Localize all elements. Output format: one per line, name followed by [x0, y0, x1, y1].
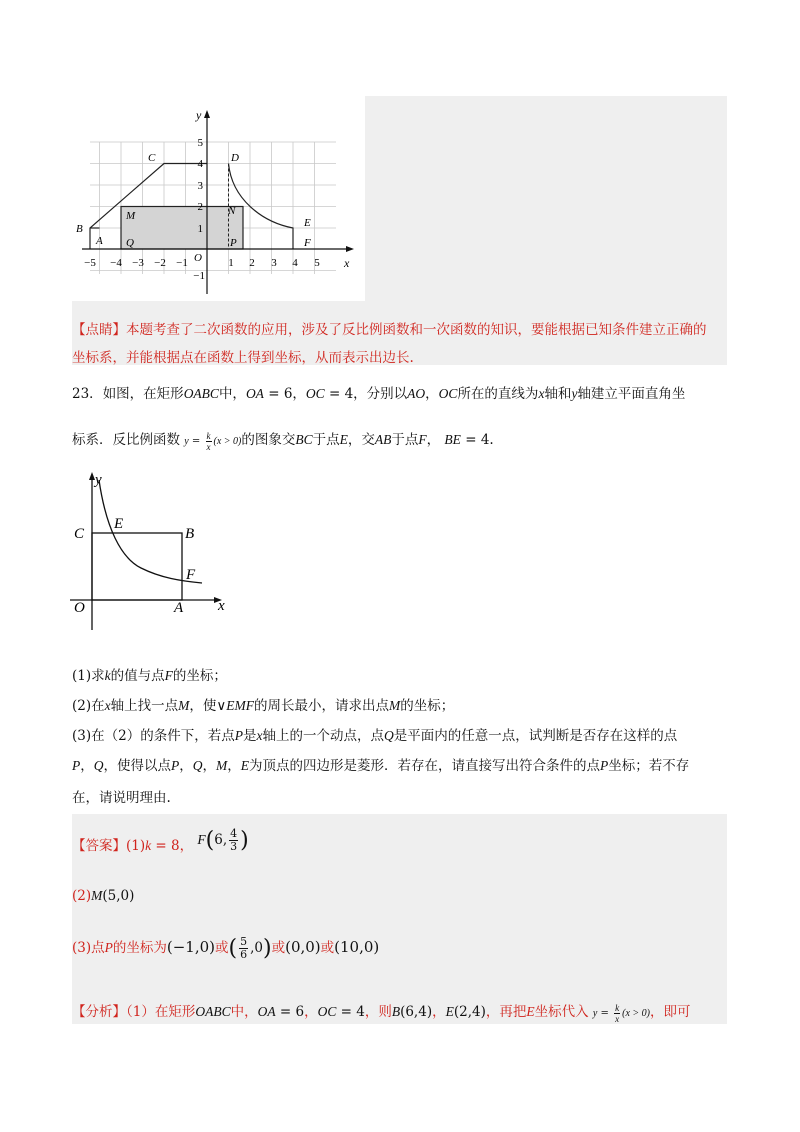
analysis-math: = 6 — [275, 1004, 305, 1020]
analysis-math: (2,4) — [453, 1004, 486, 1020]
sub-math: Q — [192, 758, 203, 773]
answer-math: M — [91, 888, 103, 903]
q23-math: x — [538, 386, 545, 401]
fig1-xtick: 4 — [292, 257, 298, 269]
analysis-math: = 4 — [336, 1004, 365, 1020]
comment-text-1: 本题考查了二次函数的应用，涉及了反比例函数和一次函数的知识，要能根据已知条件建立正确的 — [126, 322, 707, 338]
analysis-math: OC — [317, 1004, 337, 1019]
sub-text: 是 — [242, 728, 257, 744]
sub-math: P — [72, 758, 81, 773]
sub-math: x — [104, 698, 111, 713]
sub-math: E — [240, 758, 249, 773]
frac-num: 5 — [240, 935, 248, 948]
sub-math: ∨EMF — [216, 698, 254, 713]
q23-text: 于点 — [312, 432, 340, 448]
fig1-ytick: 3 — [197, 180, 203, 192]
sub-text: (1)求 — [72, 668, 105, 684]
figure-2-graph — [66, 468, 246, 638]
q23-text: 的图象交 — [241, 432, 296, 448]
sub-math: M — [178, 698, 190, 713]
q23-math: OA — [245, 386, 264, 401]
fig2-point-F: F — [186, 567, 196, 583]
q23-math: F — [418, 432, 427, 447]
fig2-x-label: x — [218, 598, 225, 614]
analysis-math: OA — [257, 1004, 276, 1019]
sub-math: k — [104, 668, 111, 683]
analysis-tag: 【分析】 — [72, 1004, 126, 1020]
sub-text: 的值与点 — [110, 668, 165, 684]
q23-line-1: 23．如图，在矩形OABC中，OA = 6，OC = 4，分别以AO，OC所在的直线为x轴和y轴建立平面直角坐 — [72, 386, 686, 402]
answer-line-3: (3)点P的坐标为(−1,0)或( $\frac{5}{6}$ ,0)或(0,0)或(10,0) — [72, 935, 380, 961]
fig2-point-B: B — [185, 526, 195, 542]
sub-text: 轴上找一点 — [110, 698, 179, 714]
frac-den: x — [615, 1014, 620, 1024]
fig2-point-C: C — [74, 526, 85, 542]
sub-math: P — [600, 758, 609, 773]
q23-math: OC — [305, 386, 325, 401]
fig1-ytick: 4 — [197, 158, 203, 170]
q23-math: E — [339, 432, 348, 447]
analysis-math: OABC — [195, 1004, 231, 1019]
comment-text-2: 坐标系，并能根据点在函数上得到坐标，从而表示出边长. — [72, 350, 414, 366]
answer-text: 或 — [215, 940, 229, 956]
fig1-xtick: −3 — [132, 257, 144, 269]
frac-num: k — [206, 431, 211, 441]
frac-num: 4 — [230, 827, 238, 840]
q23-text: ，交 — [347, 432, 375, 448]
sub-question-3 — [72, 724, 677, 744]
fig1-xtick: −4 — [110, 257, 122, 269]
fig1-x-label: x — [344, 256, 350, 270]
fig1-xtick: 1 — [228, 257, 234, 269]
fig1-point-B: B — [76, 223, 83, 235]
frac-den: 3 — [230, 840, 238, 853]
comment-shade — [365, 96, 727, 301]
answer-text: 或 — [271, 940, 286, 956]
sub-math: Q — [383, 728, 394, 743]
answer-tag: 【答案】 — [72, 838, 126, 854]
sub-math: x — [256, 728, 263, 743]
sub-text: 的周长最小，请求出点 — [254, 698, 389, 714]
comment-tag: 【点睛】 — [72, 322, 126, 338]
sub-text: ， — [80, 758, 94, 774]
answer-math: (0,0) — [285, 938, 321, 956]
q23-text: 轴和 — [544, 386, 572, 402]
analysis-line-1 — [72, 1000, 690, 1024]
q23-math: AO — [407, 386, 426, 401]
sub-text: 在，请说明理由. — [72, 790, 171, 806]
q23-math: = 4 — [460, 432, 490, 448]
fig2-y-label: y — [95, 472, 102, 488]
answer-text: 的坐标为 — [112, 940, 167, 956]
q23-math: AB — [374, 432, 392, 447]
analysis-text: ，则 — [364, 1004, 392, 1020]
sub-math: F — [164, 668, 173, 683]
sub-text: 的坐标； — [172, 668, 227, 684]
q23-function — [184, 431, 242, 452]
analysis-math: = — [597, 1008, 613, 1019]
sub-text: (2)在 — [72, 698, 105, 714]
sub-question-2 — [72, 694, 454, 714]
q23-text: . — [489, 432, 494, 448]
q23-text: 中， — [218, 386, 246, 402]
fig1-point-D: D — [231, 152, 239, 164]
answer-math: (5,0) — [102, 888, 135, 904]
fig1-point-C: C — [148, 152, 156, 164]
q23-math: y — [571, 386, 578, 401]
comment-line-1 — [72, 318, 707, 338]
fig1-point-P: P — [230, 237, 237, 249]
q23-math: OABC — [183, 386, 219, 401]
fig1-point-A: A — [96, 235, 103, 247]
q23-math: y — [184, 436, 189, 447]
fig1-point-E: E — [304, 217, 311, 229]
q23-text: 所在的直线为 — [457, 386, 539, 402]
q23-math: = — [188, 436, 204, 447]
analysis-math: B — [391, 1004, 401, 1019]
fig1-xtick: −2 — [154, 257, 166, 269]
analysis-math: E — [526, 1004, 535, 1019]
analysis-function — [592, 1003, 650, 1024]
sub-text: ， — [179, 758, 193, 774]
question-number: 23． — [72, 386, 103, 402]
fig1-ytick: 2 — [197, 201, 203, 213]
answer-text: 或 — [320, 940, 335, 956]
q23-text: 标系．反比例函数 — [72, 432, 180, 448]
frac-den: 6 — [240, 948, 248, 961]
fig1-origin: O — [194, 252, 202, 264]
sub-text: 是平面内的任意一点，试判断是否存在这样的点 — [393, 728, 678, 744]
fig1-point-M: M — [126, 210, 136, 222]
sub-question-1 — [72, 664, 227, 684]
fig1-xtick: −1 — [176, 257, 188, 269]
analysis-text: ，即可 — [649, 1004, 691, 1020]
answer-math: k — [145, 838, 152, 853]
q23-math: BE — [444, 432, 461, 447]
fig1-xtick: 2 — [249, 257, 255, 269]
analysis-math: (x > 0) — [622, 1008, 650, 1019]
sub-text: 轴上的一个动点，点 — [262, 728, 384, 744]
sub-text: (3)在（2）的条件下，若点 — [72, 728, 235, 744]
q23-text: ， — [426, 432, 441, 448]
q23-text: ，分别以 — [353, 386, 408, 402]
fig1-xtick: 3 — [271, 257, 277, 269]
sub-math: M — [389, 698, 401, 713]
fig2-point-O: O — [74, 600, 85, 616]
fig1-y-label: y — [196, 108, 202, 122]
sub-math: M — [216, 758, 228, 773]
answer-math: P — [104, 940, 113, 955]
answer-text: (3)点 — [72, 940, 105, 956]
answer-math: (−1,0) — [166, 938, 216, 956]
sub-math: P — [234, 728, 243, 743]
sub-text: ，使 — [189, 698, 217, 714]
answer-text: (1) — [126, 838, 146, 854]
sub-question-3-cont — [72, 754, 689, 774]
q23-math: BC — [295, 432, 313, 447]
analysis-math: (6,4) — [400, 1004, 433, 1020]
sub-text: ， — [227, 758, 241, 774]
analysis-text: ， — [432, 1004, 446, 1020]
analysis-text: ， — [304, 1004, 318, 1020]
fig1-xtick: 5 — [314, 257, 320, 269]
q23-text: 于点 — [391, 432, 419, 448]
analysis-text: 坐标代入 — [534, 1004, 589, 1020]
q23-math: (x > 0) — [213, 436, 242, 447]
answer-text: (2) — [72, 888, 92, 904]
sub-math: Q — [93, 758, 104, 773]
analysis-math: E — [445, 1004, 454, 1019]
answer-math: (10,0) — [334, 938, 380, 956]
analysis-math: y — [592, 1008, 598, 1019]
fig1-point-N: N — [228, 205, 236, 217]
sub-text: ，使得以点 — [103, 758, 171, 774]
analysis-text: ，再把 — [485, 1004, 527, 1020]
fig1-xtick: −5 — [84, 257, 96, 269]
answer-math: = 8， — [151, 838, 194, 854]
answer-math: F — [197, 832, 206, 847]
sub-text: 为顶点的四边形是菱形．若存在，请直接写出符合条件的点 — [249, 758, 600, 774]
figure-1-graph — [72, 104, 362, 296]
fig1-ytick: −1 — [193, 270, 205, 282]
sub-question-3-end — [72, 786, 171, 806]
q23-math: OC — [438, 386, 458, 401]
fig1-point-Q: Q — [126, 237, 134, 249]
q23-math: = 4 — [324, 386, 354, 402]
analysis-text: 中， — [230, 1004, 258, 1020]
sub-text: ， — [202, 758, 216, 774]
answer-line-1 — [72, 827, 249, 859]
sub-text: 坐标；若不存 — [608, 758, 690, 774]
q23-math: = 6 — [263, 386, 293, 402]
sub-text: 的坐标； — [400, 698, 455, 714]
answer-f-coord: F(6, $\frac{4}{3}$ ) — [197, 827, 249, 853]
fig2-point-A: A — [174, 600, 184, 616]
comment-line-2 — [72, 346, 414, 366]
q23-text: ， — [425, 386, 439, 402]
frac-num: k — [615, 1003, 620, 1013]
q23-text: 轴建立平面直角坐 — [577, 386, 686, 402]
q23-line-2 — [72, 428, 494, 452]
answer-line-2 — [72, 888, 134, 904]
fig1-ytick: 5 — [197, 137, 203, 149]
sub-math: P — [171, 758, 180, 773]
analysis-text: （1）在矩形 — [126, 1004, 196, 1020]
answer-math: 6, — [214, 832, 228, 848]
answer-math: ,0 — [250, 940, 263, 956]
frac-den: x — [206, 442, 211, 452]
fig1-ytick: 1 — [197, 223, 203, 235]
q23-text: 如图，在矩形 — [102, 386, 184, 402]
fig2-point-E: E — [114, 516, 124, 532]
fig1-point-F: F — [304, 237, 311, 249]
